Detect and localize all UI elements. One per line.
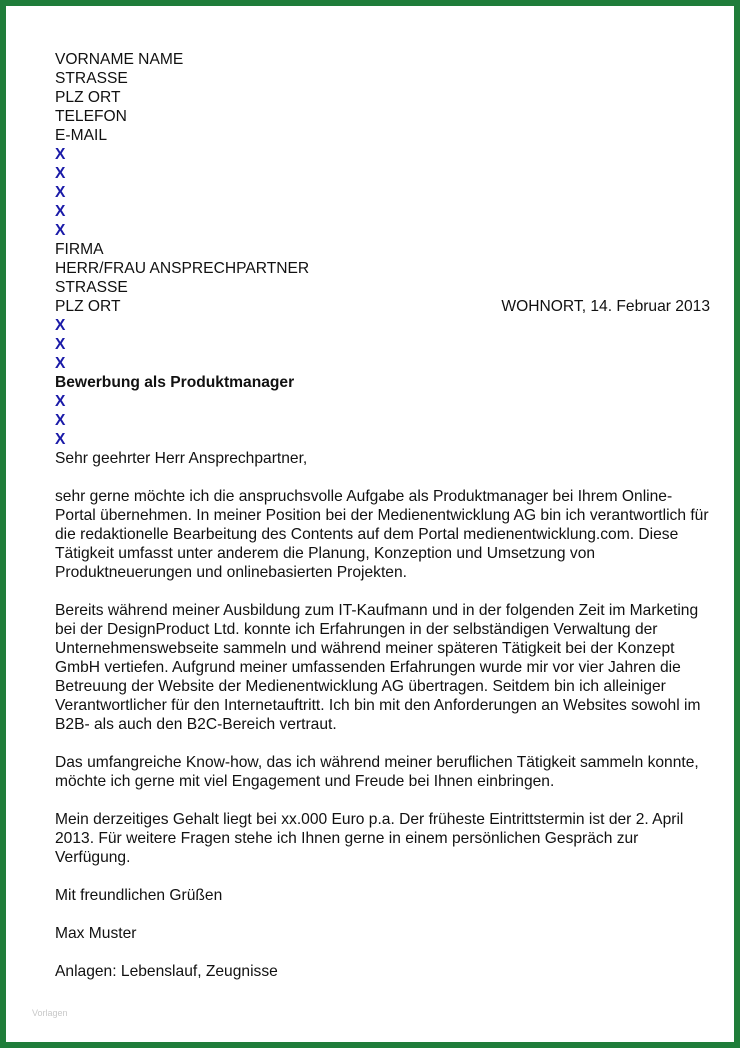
recipient-city: PLZ ORT — [55, 298, 121, 315]
placeholder-mark: X — [55, 431, 66, 448]
letter-page — [6, 6, 734, 1042]
blank-line — [55, 791, 710, 810]
letter-body — [55, 50, 710, 981]
salutation: Sehr geehrter Herr Ansprechpartner, — [55, 450, 308, 467]
recipient-contact: HERR/FRAU ANSPRECHPARTNER — [55, 260, 310, 277]
placeholder-mark: X — [55, 355, 66, 372]
placeholder-mark: X — [55, 165, 66, 182]
paragraph-intro: sehr gerne möchte ich die anspruchsvolle Aufgabe als Produktmanager bei Ihrem Online-Portal übernehmen. In meiner Position bei der Medienentwicklung AG bin ich verantwortlich für die redaktionelle Bearbeitung des Contents auf dem Portal medienentwicklung.com. Diese Tätigkeit umfasst unter anderem die Planung, Konzeption und Umsetzung von Produktneuerungen und onlinebasierten Projekten. — [55, 488, 709, 581]
attachments: Anlagen: Lebenslauf, Zeugnisse — [55, 963, 278, 980]
sender-city: PLZ ORT — [55, 89, 121, 106]
recipient-street: STRASSE — [55, 279, 128, 296]
signature: Max Muster — [55, 925, 137, 942]
blank-line — [55, 582, 710, 601]
placeholder-mark: X — [55, 393, 66, 410]
blank-line — [55, 943, 710, 962]
placeholder-mark: X — [55, 203, 66, 220]
blank-line — [55, 468, 710, 487]
placeholder-mark: X — [55, 222, 66, 239]
sender-name: VORNAME NAME — [55, 51, 184, 68]
placeholder-mark: X — [55, 412, 66, 429]
watermark: Vorlagen — [32, 1008, 68, 1018]
blank-line — [55, 734, 710, 753]
place-date: WOHNORT, 14. Februar 2013 — [501, 298, 710, 315]
letter-subject: Bewerbung als Produktmanager — [55, 374, 295, 391]
placeholder-mark: X — [55, 184, 66, 201]
recipient-city-row — [55, 297, 710, 316]
placeholder-mark: X — [55, 336, 66, 353]
recipient-company: FIRMA — [55, 241, 104, 258]
placeholder-mark: X — [55, 146, 66, 163]
closing: Mit freundlichen Grüßen — [55, 887, 223, 904]
paragraph-experience: Bereits während meiner Ausbildung zum IT-Kaufmann und in der folgenden Zeit im Marketing bei der DesignProduct Ltd. konnte ich Erfahrungen in der selbständigen Verwaltung der Unternehmenswebseite sammeln und während meiner späteren Tätigkeit bei der Konzept GmbH vertiefen. Aufgrund meiner umfassenden Erfahrungen wurde mir vor vier Jahren die Betreuung der Website der Medienentwicklung AG übertragen. Seitdem bin ich alleiniger Verantwortlicher für den Internetauftritt. Ich bin mit den Anforderungen an Websites sowohl im B2B- als auch den B2C-Bereich vertraut. — [55, 602, 701, 733]
placeholder-mark: X — [55, 317, 66, 334]
paragraph-motivation: Das umfangreiche Know-how, das ich während meiner beruflichen Tätigkeit sammeln konnte, möchte ich gerne mit viel Engagement und Freude bei Ihnen einbringen. — [55, 754, 699, 790]
blank-line — [55, 905, 710, 924]
blank-line — [55, 867, 710, 886]
paragraph-salary: Mein derzeitiges Gehalt liegt bei xx.000 Euro p.a. Der früheste Eintrittstermin ist der 2. April 2013. Für weitere Fragen stehe ich Ihnen gerne in einem persönlichen Gespräch zur Verfügung. — [55, 811, 684, 866]
sender-street: STRASSE — [55, 70, 128, 87]
sender-email: E-MAIL — [55, 127, 107, 144]
sender-phone: TELEFON — [55, 108, 127, 125]
